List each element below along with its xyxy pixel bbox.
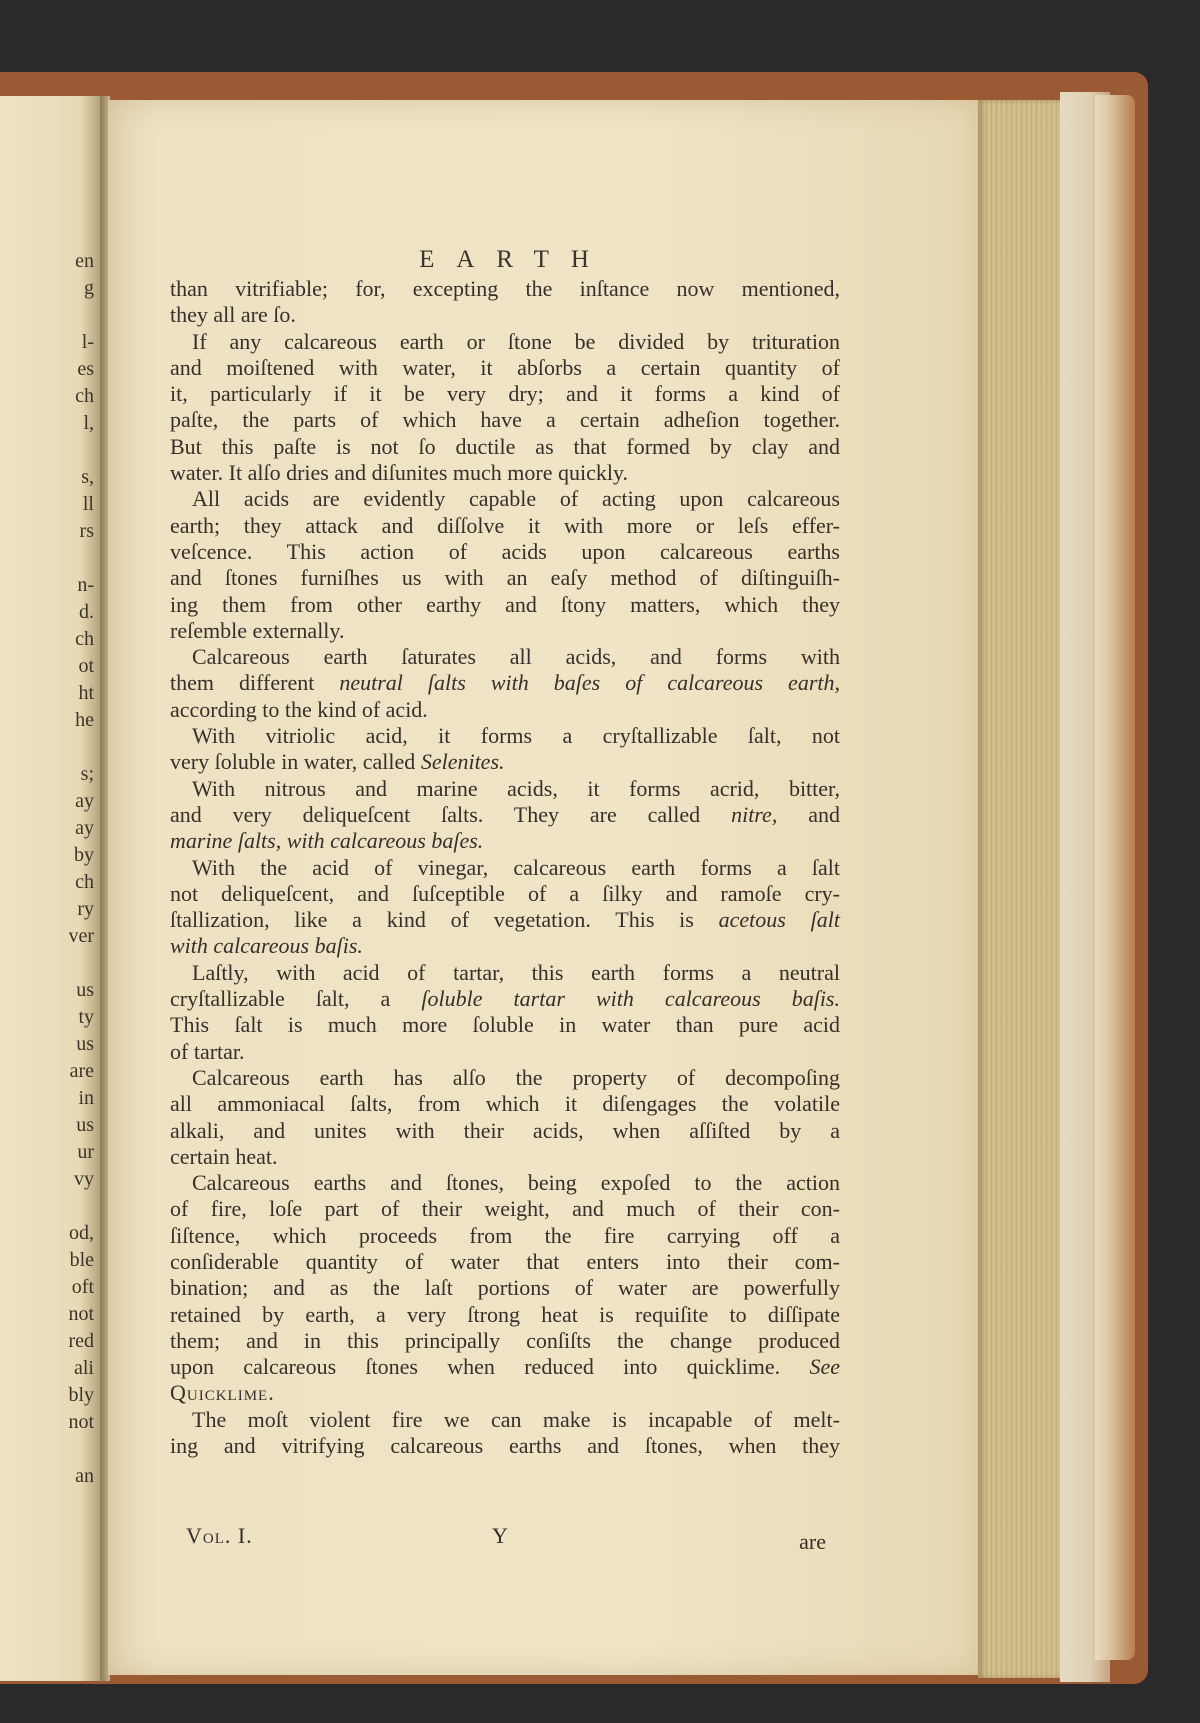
left-fragment: not: [68, 1303, 94, 1325]
left-fragment: by: [74, 844, 94, 866]
italic-text: with calcareous baſis.: [170, 933, 363, 959]
text-line: All acids are evidently capable of acting upon calcareous: [192, 486, 840, 512]
left-fragment: ble: [69, 1249, 94, 1271]
page-footer: [186, 1523, 826, 1554]
text-line: very ſoluble in water, called Selenites.: [170, 749, 505, 775]
text-line: ing them from other earthy and ſtony matters, which they: [170, 591, 840, 617]
page-block-edges: [978, 100, 1060, 1678]
left-fragment: ay: [75, 817, 94, 839]
left-fragment: ay: [75, 790, 94, 812]
left-fragment: vy: [74, 1168, 94, 1190]
text-line: certain heat.: [170, 1143, 278, 1169]
text-line: Laſtly, with acid of tartar, this earth forms a neutral: [192, 959, 840, 985]
left-fragment: s,: [81, 466, 94, 488]
left-fragment: ch: [75, 385, 94, 407]
italic-text: neutral ſalts with baſes of calcareous earth,: [339, 670, 840, 696]
text-line: Calcareous earth has alſo the property of decompoſing: [192, 1064, 840, 1090]
text-line: water. It alſo dries and diſunites much more quickly.: [170, 460, 629, 486]
left-fragment: g: [84, 277, 94, 299]
text-line: [170, 1380, 840, 1406]
left-fragment: ty: [78, 1006, 94, 1028]
text-line: reſemble externally.: [170, 617, 345, 643]
left-fragment: ch: [75, 871, 94, 893]
volume-label: Vol. I.: [186, 1523, 253, 1548]
text-line: retained by earth, a very ſtrong heat is requiſite to diſſipate: [170, 1301, 840, 1327]
text-line: But this paſte is not ſo ductile as that formed by clay and: [170, 433, 840, 459]
left-fragment: are: [69, 1060, 94, 1082]
italic-text: acetous ſalt: [718, 907, 840, 933]
left-fragment: ll: [82, 493, 94, 515]
catchword: are: [799, 1529, 826, 1554]
text-line: [170, 933, 840, 959]
text-line: them; and in this principally conſiſts the change produced: [170, 1327, 840, 1353]
left-fragment: n-: [77, 574, 94, 596]
left-fragment: l-: [81, 331, 94, 353]
left-fragment: s;: [80, 763, 94, 785]
text-line: of fire, loſe part of their weight, and much of their con-: [170, 1196, 840, 1222]
text-line: This ſalt is much more ſoluble in water than pure acid: [170, 1012, 840, 1038]
text-line: conſiderable quantity of water that enters into their com-: [170, 1248, 840, 1274]
text-line: With vitriolic acid, it forms a cryſtallizable ſalt, not: [192, 723, 840, 749]
text-line: ſtallization, like a kind of vegetation. This is acetous ſalt: [170, 907, 840, 933]
text-line: and moiſtened with water, it abſorbs a certain quantity of: [170, 354, 840, 380]
left-fragment: us: [76, 979, 94, 1001]
text-line: ſiſtence, which proceeds from the fire carrying off a: [170, 1222, 840, 1248]
left-fragment: [4, 734, 94, 761]
italic-text: ſoluble tartar with calcareous baſis.: [421, 986, 840, 1012]
text-line: it, particularly if it be very dry; and it forms a kind of: [170, 381, 840, 407]
page-text: [170, 246, 840, 1459]
left-fragment: oft: [71, 1276, 94, 1298]
text-line: upon calcareous ſtones when reduced into quicklime. See: [170, 1354, 840, 1380]
text-line: they all are ſo.: [170, 302, 296, 328]
left-fragment: ry: [77, 898, 94, 920]
text-line: [170, 828, 840, 854]
cover-edge: [1095, 95, 1135, 1660]
left-fragment: an: [75, 1465, 94, 1487]
left-fragment: ali: [74, 1357, 94, 1379]
text-line: according to the kind of acid.: [170, 696, 428, 722]
text-line: of tartar.: [170, 1038, 245, 1064]
left-fragment: red: [68, 1330, 94, 1352]
left-fragment: l,: [83, 412, 94, 434]
text-line: paſte, the parts of which have a certain adheſion together.: [170, 407, 840, 433]
text-line: bination; and as the laſt portions of water are powerfully: [170, 1275, 840, 1301]
left-fragment: [4, 1436, 94, 1463]
left-fragment: ht: [78, 682, 94, 704]
left-fragment: es: [77, 358, 94, 380]
italic-text: See: [809, 1354, 840, 1380]
italic-text: nitre,: [731, 801, 778, 827]
text-line: Calcareous earth ſaturates all acids, and forms with: [192, 644, 840, 670]
left-fragment: [4, 302, 94, 329]
left-fragment: [4, 1193, 94, 1220]
left-fragment: en: [75, 250, 94, 272]
running-header: EARTH: [419, 246, 611, 273]
left-page-text-fragments: [4, 248, 94, 1490]
text-line: Calcareous earths and ſtones, being expoſed to the action: [192, 1170, 840, 1196]
left-fragment: not: [68, 1411, 94, 1433]
left-fragment: rs: [79, 520, 94, 542]
text-line: and very deliqueſcent ſalts. They are called nitre, and: [170, 801, 840, 827]
left-fragment: ch: [75, 628, 94, 650]
left-fragment: [4, 545, 94, 572]
italic-text: Selenites.: [420, 749, 505, 775]
left-page: [0, 96, 100, 1681]
left-fragment: us: [76, 1033, 94, 1055]
left-fragment: ver: [68, 925, 94, 947]
text-line: alkali, and unites with their acids, when aſſiſted by a: [170, 1117, 840, 1143]
text-line: ing and vitrifying calcareous earths and ſtones, when they: [170, 1433, 840, 1459]
left-fragment: [4, 437, 94, 464]
text-line: all ammoniacal ſalts, from which it diſengages the volatile: [170, 1091, 840, 1117]
text-line: than vitrifiable; for, excepting the inſtance now mentioned,: [170, 276, 840, 301]
small-caps-text: Quicklime.: [170, 1380, 275, 1406]
left-fragment: od,: [69, 1222, 94, 1244]
text-line: them different neutral ſalts with baſes of calcareous earth,: [170, 670, 840, 696]
text-line: earth; they attack and diſſolve it with more or leſs effer-: [170, 512, 840, 538]
text-line: The moſt violent fire we can make is incapable of melt-: [192, 1406, 840, 1432]
left-fragment: d.: [79, 601, 94, 623]
left-fragment: us: [76, 1114, 94, 1136]
text-line: With nitrous and marine acids, it forms acrid, bitter,: [192, 775, 840, 801]
text-line: not deliqueſcent, and ſuſceptible of a ſilky and ramoſe cry-: [170, 880, 840, 906]
left-fragment: ur: [77, 1141, 94, 1163]
body-text: [170, 276, 840, 1459]
left-fragment: bly: [68, 1384, 94, 1406]
left-fragment: ot: [78, 655, 94, 677]
text-line: veſcence. This action of acids upon calcareous earths: [170, 538, 840, 564]
italic-text: marine ſalts, with calcareous baſes.: [170, 828, 484, 854]
text-line: If any calcareous earth or ſtone be divided by trituration: [192, 328, 840, 354]
text-line: With the acid of vinegar, calcareous earth forms a ſalt: [192, 854, 840, 880]
left-fragment: he: [75, 709, 94, 731]
signature-mark: Y: [492, 1523, 508, 1548]
text-line: and ſtones furniſhes us with an eaſy method of diſtinguiſh-: [170, 565, 840, 591]
left-fragment: [4, 950, 94, 977]
left-fragment: in: [78, 1087, 94, 1109]
text-line: cryſtallizable ſalt, a ſoluble tartar with calcareous baſis.: [170, 986, 840, 1012]
